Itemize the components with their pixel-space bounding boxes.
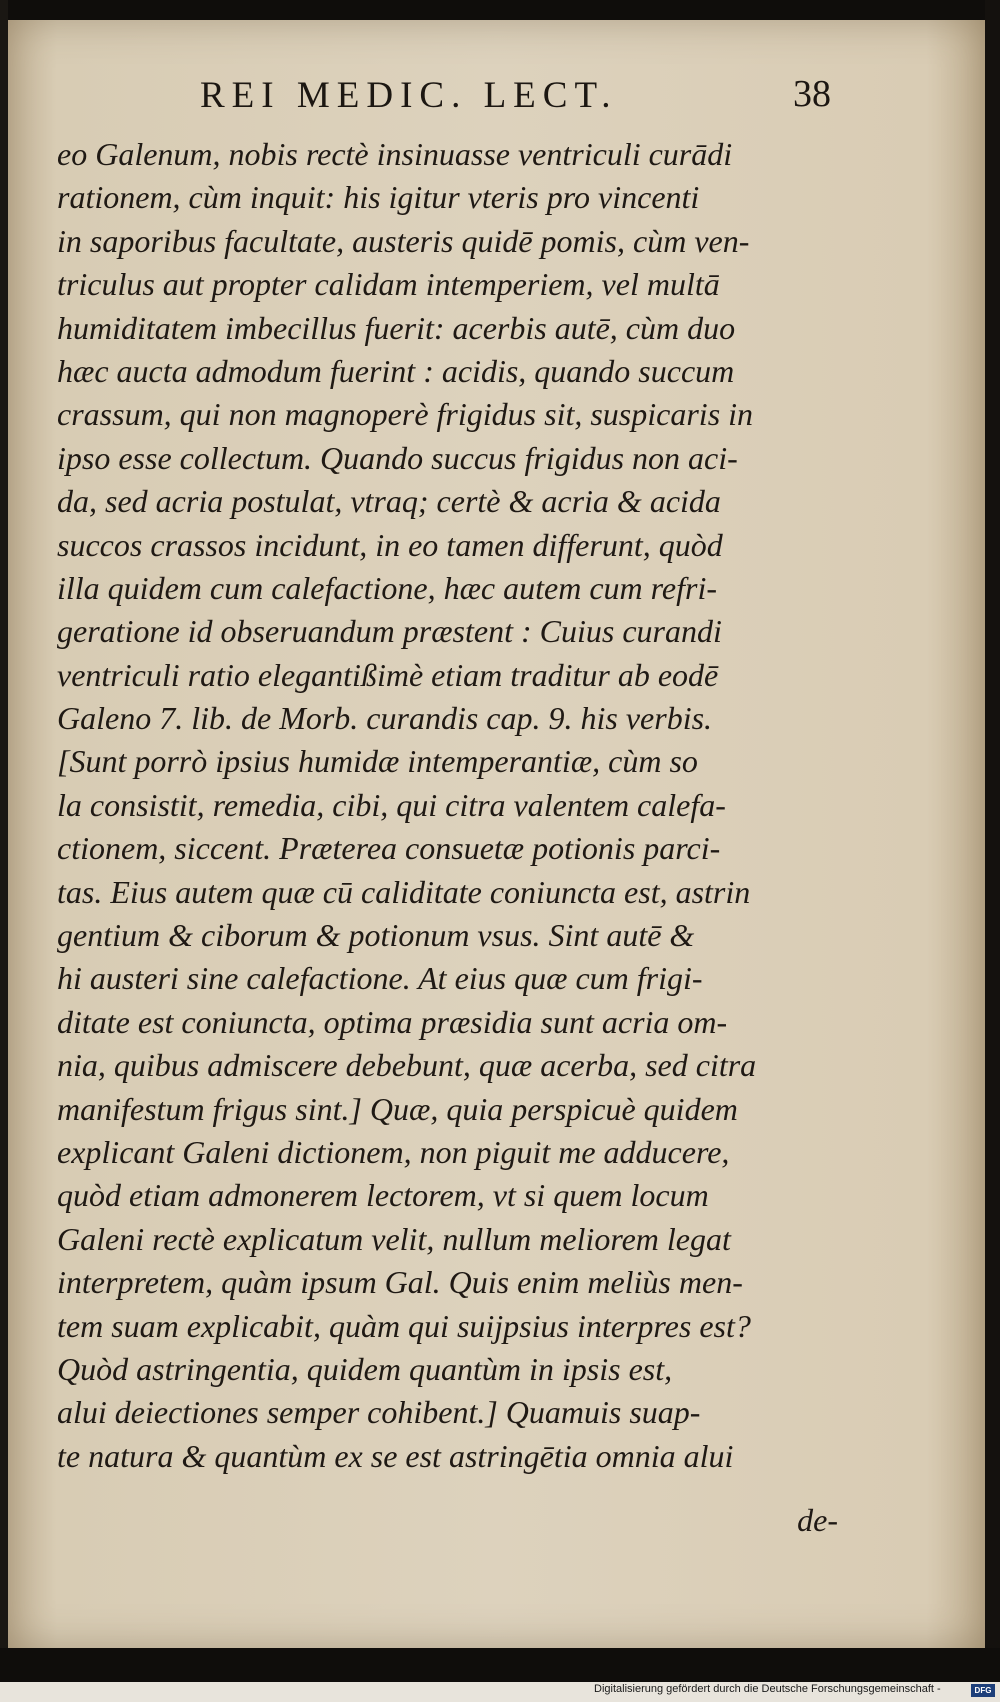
text-line: interpretem, quàm ipsum Gal. Quis enim meliùs men-: [57, 1264, 743, 1301]
text-line: ventriculi ratio elegantißimè etiam traditur ab eodē: [57, 656, 719, 693]
text-line: hæc aucta admodum fuerint : acidis, quando succum: [57, 352, 735, 389]
text-line: quòd etiam admonerem lectorem, vt si quem locum: [57, 1177, 709, 1214]
text-line: explicant Galeni dictionem, non piguit me adducere,: [57, 1133, 730, 1170]
text-line: la consistit, remedia, cibi, qui citra valentem calefa-: [57, 786, 726, 823]
running-head: REI MEDIC. LECT.: [200, 75, 618, 116]
text-line: illa quidem cum calefactione, hæc autem cum refri-: [57, 569, 717, 606]
text-line: crassum, qui non magnoperè frigidus sit, suspicaris in: [57, 396, 754, 433]
text-line: ipso esse collectum. Quando succus frigidus non aci-: [57, 439, 738, 476]
text-line: Galeno 7. lib. de Morb. curandis cap. 9. his verbis.: [57, 700, 713, 737]
catchword: de-: [797, 1502, 838, 1538]
text-line: eo Galenum, nobis rectè insinuasse ventriculi curādi: [57, 136, 733, 172]
text-line: alui deiectiones semper cohibent.] Quamuis suap-: [57, 1394, 701, 1431]
text-line: tas. Eius autem quæ cū caliditate coniuncta est, astrin: [57, 873, 751, 910]
text-line: humiditatem imbecillus fuerit: acerbis autē, cùm duo: [57, 309, 736, 346]
body-text: [57, 133, 857, 1478]
scan-border-bottom: [0, 1648, 1000, 1682]
text-line: [Sunt porrò ipsius humidæ intemperantiæ, cùm so: [57, 743, 698, 780]
text-line: rationem, cùm inquit: his igitur vteris pro vincenti: [57, 179, 700, 216]
text-line: manifestum frigus sint.] Quæ, quia perspicuè quidem: [57, 1090, 738, 1127]
text-line: Quòd astringentia, quidem quantùm in ipsis est,: [57, 1350, 673, 1387]
text-line: tem suam explicabit, quàm qui suijpsius interpres est?: [57, 1307, 751, 1344]
text-line: Galeni rectè explicatum velit, nullum meliorem legat: [57, 1220, 731, 1257]
dfg-logo: DFG: [971, 1684, 995, 1697]
scan-border-top: [0, 0, 1000, 20]
text-line: geratione id obseruandum præstent : Cuius curandi: [57, 613, 722, 650]
text-line: te natura & quantùm ex se est astringētia omnia alui: [57, 1437, 734, 1474]
text-line: hi austeri sine calefactione. At eius quæ cum frigi-: [57, 960, 703, 997]
text-line: ditate est coniuncta, optima præsidia sunt acria om-: [57, 1003, 728, 1040]
text-line: succos crassos incidunt, in eo tamen differunt, quòd: [57, 526, 723, 563]
text-line: triculus aut propter calidam intemperiem, vel multā: [57, 266, 720, 303]
digitization-credit: Digitalisierung gefördert durch die Deutsche Forschungsgemeinschaft -: [594, 1683, 941, 1695]
text-line: da, sed acria postulat, vtraq; certè & acria & acida: [57, 483, 721, 520]
scan-border-left: [0, 0, 8, 1682]
text-line: ctionem, siccent. Præterea consuetæ potionis parci-: [57, 830, 721, 867]
page-number: 38: [793, 73, 831, 115]
text-line: gentium & ciborum & potionum vsus. Sint autē &: [57, 917, 695, 954]
scan-border-right: [985, 0, 1000, 1682]
text-line: in saporibus facultate, austeris quidē pomis, cùm ven-: [57, 222, 750, 259]
text-line: nia, quibus admiscere debebunt, quæ acerba, sed citra: [57, 1047, 757, 1084]
